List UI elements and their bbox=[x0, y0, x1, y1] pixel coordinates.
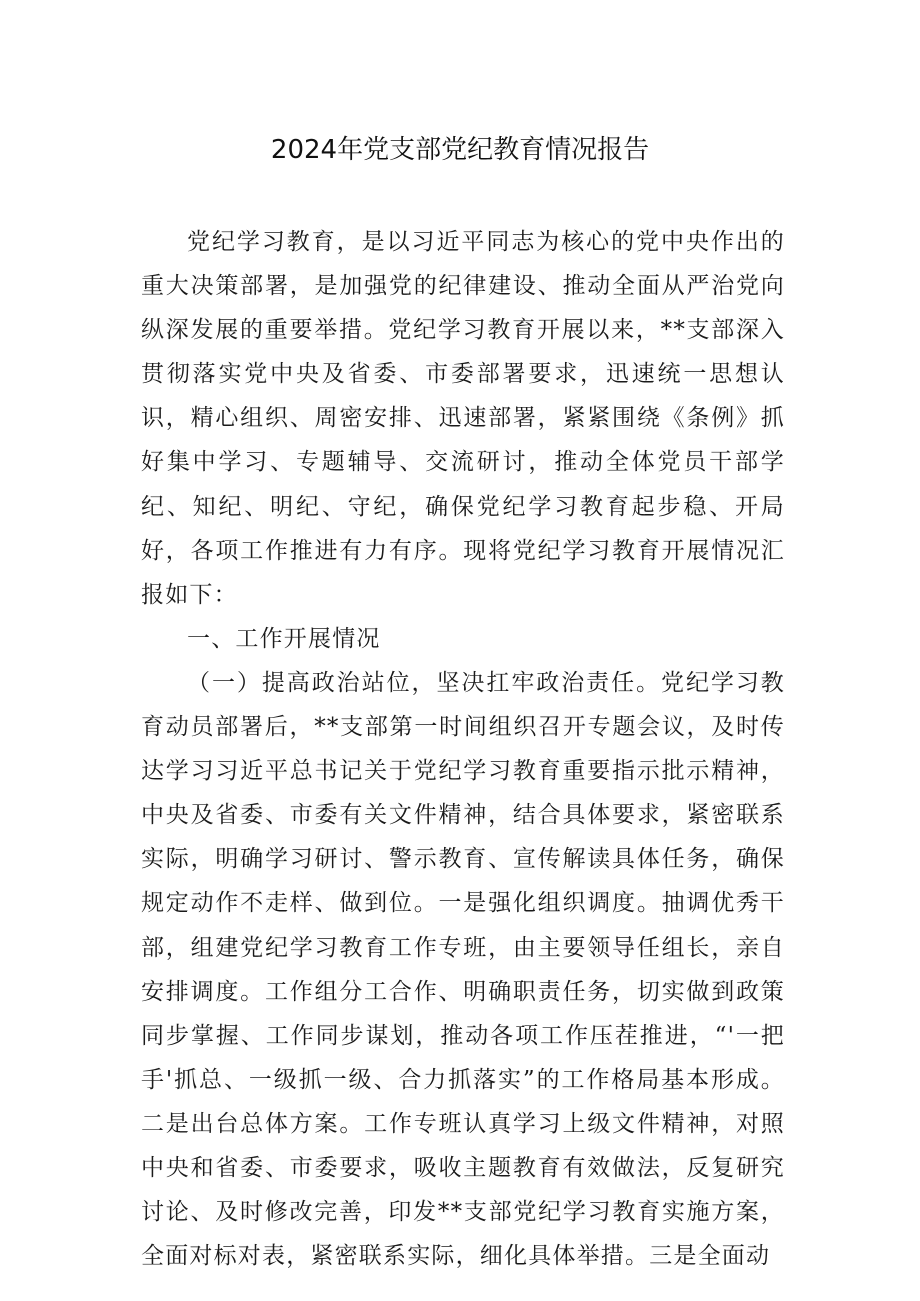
section-heading: 一、工作开展情况 bbox=[187, 625, 381, 652]
intro-paragraph: 党纪学习教育，是以习近平同志为核心的党中央作出的重大决策部署，是加强党的纪律建设、推动全面从严治党向纵深发展的重要举措。党纪学习教育开展以来，**支部深入贯彻落实党中央及省委、市委部署要求，迅速统一思想认识，精心组织、周密安排、迅速部署，紧紧围绕《条例》抓好集中学习、专题辅导、交流研讨，推动全体党员干部学纪、知纪、明纪、守纪，确保党纪学习教育起步稳、开局好，各项工作推进有力有序。现将党纪学习教育开展情况汇报如下： bbox=[141, 229, 785, 608]
document-body bbox=[141, 220, 785, 1278]
document-title: 2024年党支部党纪教育情况报告 bbox=[270, 135, 650, 165]
subsection-paragraph: （一）提高政治站位，坚决扛牢政治责任。党纪学习教育动员部署后，**支部第一时间组织召开专题会议，及时传达学习习近平总书记关于党纪学习教育重要指示批示精神，中央及省委、市委有关文件精神，结合具体要求，紧密联系实际，明确学习研讨、警示教育、宣传解读具体任务，确保规定动作不走样、做到位。一是强化组织调度。抽调优秀干部，组建党纪学习教育工作专班，由主要领导任组长，亲自安排调度。工作组分工合作、明确职责任务，切实做到政策同步掌握、工作同步谋划，推动各项工作压茬推进，“'一把手'抓总、一级抓一级、合力抓落实”的工作格局基本形成。二是出台总体方案。工作专班认真学习上级文件精神，对照中央和省委、市委要求，吸收主题教育有效做法，反复研究讨论、及时修改完善，印发**支部党纪学习教育实施方案，全面对标对表，紧密联系实际，细化具体举措。三是全面动 bbox=[141, 669, 785, 1270]
